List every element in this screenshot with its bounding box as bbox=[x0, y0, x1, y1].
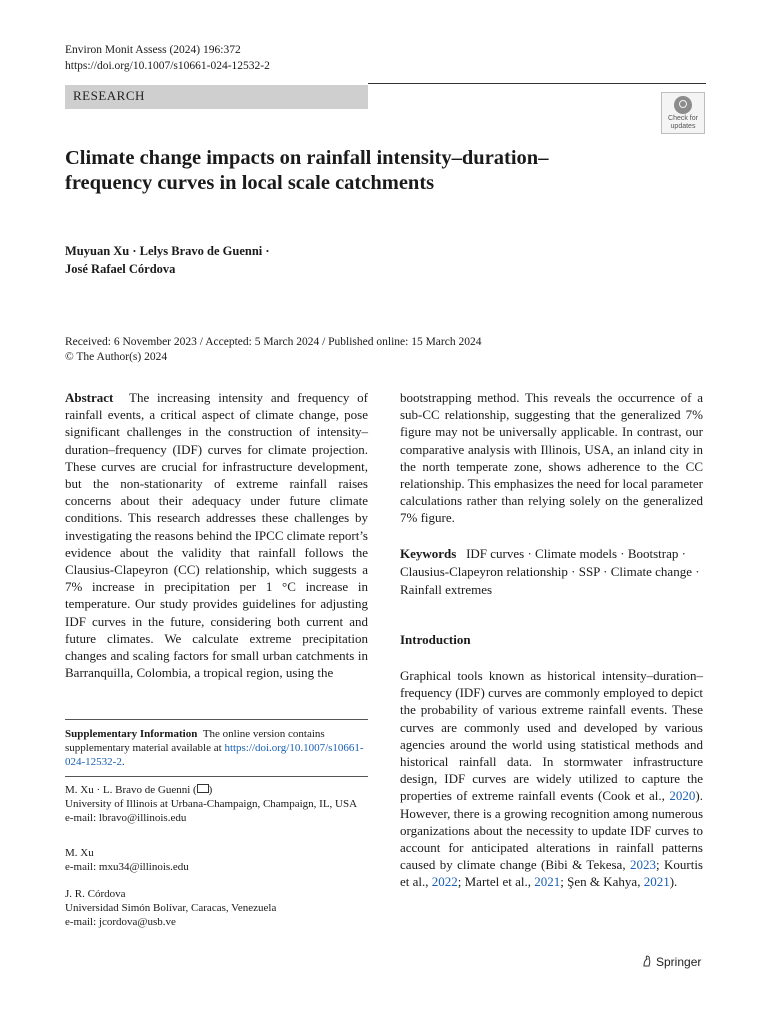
aff3-email[interactable]: e-mail: jcordova@usb.ve bbox=[65, 916, 176, 928]
springer-horse-icon bbox=[642, 955, 652, 967]
header-rule bbox=[368, 83, 706, 84]
supplementary-rule bbox=[65, 719, 368, 720]
supplementary-label: Supplementary Information bbox=[65, 728, 198, 740]
aff3-institution: Universidad Simón Bolívar, Caracas, Venezuela bbox=[65, 902, 277, 914]
journal-meta bbox=[65, 42, 270, 74]
supplementary-info: Supplementary Information The online version contains supplementary material available at https://doi.org/10.1007/s10661-024-12532-2. bbox=[65, 728, 364, 768]
check-updates-icon bbox=[674, 96, 692, 114]
check-for-updates-badge[interactable] bbox=[661, 92, 705, 134]
copyright: © The Author(s) 2024 bbox=[65, 351, 168, 363]
publisher-footer bbox=[642, 955, 701, 969]
aff1-names: M. Xu · L. Bravo de Guenni ( bbox=[65, 784, 197, 796]
publication-dates bbox=[65, 335, 481, 365]
aff2-name: M. Xu bbox=[65, 847, 94, 859]
introduction-paragraph: Graphical tools known as historical intensity–duration–frequency (IDF) curves are commonly employed to depict the probability of various extreme rainfall events. These curves are commonly used and developed by various agencies around the world using statistical methods and historical rainfall data. In stormwater infrastructure design, IDF curves are widely utilized to capture the properties of extreme rainfall events (Cook et al., 2020). However, there is a growing recognition among numerous organizations about the necessity to update IDF curves to account for anticipated alterations in rainfall patterns caused by climate change (Bibi & Tekesa, 2023; Kourtis et al., 2022; Martel et al., 2021; Şen & Kahya, 2021). bbox=[400, 668, 703, 890]
affiliation-1: M. Xu · L. Bravo de Guenni ( ) University of Illinois at Urbana-Champaign, Champaign, IL, USA e-mail: lbravo@illinois.edu bbox=[65, 783, 368, 825]
abstract-left bbox=[65, 389, 368, 681]
aff3-name: J. R. Córdova bbox=[65, 888, 126, 900]
supplementary-link[interactable]: https://doi.org/10.1007/s10661-024-12532-2 bbox=[65, 742, 364, 768]
envelope-icon bbox=[197, 784, 209, 793]
keywords-text: IDF curves · Climate models · Bootstrap · Clausius-Clapeyron relationship · SSP · Climate change · Rainfall extremes bbox=[400, 546, 700, 597]
affiliation-3 bbox=[65, 887, 368, 929]
ref-martel[interactable]: 2021 bbox=[534, 874, 561, 890]
introduction-heading: Introduction bbox=[400, 632, 471, 647]
ref-kourtis[interactable]: 2022 bbox=[431, 874, 458, 890]
section-label: RESEARCH bbox=[73, 88, 145, 103]
abstract-right: bootstrapping method. This reveals the occurrence of a sub-CC relationship, suggesting that the generalized 7% figure may not be universally applicable. In contrast, our comparative analysis with Illinois, USA, an inland city in the north temperate zone, shows adherence to the CC relationship. This emphasizes the need for local parameter calculations rather than relying solely on the generalized 7% figure. bbox=[400, 390, 703, 526]
ref-bibi[interactable]: 2023 bbox=[629, 857, 656, 873]
authors-line-2: José Rafael Córdova bbox=[65, 262, 176, 276]
doi-link[interactable]: https://doi.org/10.1007/s10661-024-12532-2 bbox=[65, 60, 270, 72]
article-title: Climate change impacts on rainfall intensity–duration–frequency curves in local scale catchments bbox=[65, 147, 549, 194]
abstract-text-left: The increasing intensity and frequency of rainfall events, a critical aspect of climate change, pose significant challenges in the construction of intensity–duration–frequency (IDF) curves for climate projection. These curves are crucial for infrastructure development, but the non-stationarity of extreme rainfall raises concerns about their adequacy under future climate conditions. This research addresses these challenges by investigating the reasons behind the IPCC climate report’s evidence about the validity that rainfall follows the Clausius-Clapeyron (CC) relationship, which suggests a 7% increase in precipitation per 1 °C increase in temperature. Our study provides guidelines for adjusting IDF curves in the future, considering both current and future climates. We calculate extreme precipitation changes and scaling factors for small urban catchments in Barranquilla, Colombia, a tropical region, using the bbox=[65, 390, 368, 681]
authors-line-1: Muyuan Xu · Lelys Bravo de Guenni · bbox=[65, 244, 270, 258]
aff2-email[interactable]: e-mail: mxu34@illinois.edu bbox=[65, 861, 189, 873]
keywords bbox=[400, 545, 703, 599]
supplementary-text: The online version contains supplementary material available at bbox=[65, 728, 325, 754]
journal-citation: Environ Monit Assess (2024) 196:372 bbox=[65, 44, 241, 56]
ref-sen[interactable]: 2021 bbox=[643, 874, 670, 890]
section-banner bbox=[65, 85, 368, 109]
author-list bbox=[65, 242, 445, 278]
affiliation-2 bbox=[65, 846, 368, 874]
keywords-label: Keywords bbox=[400, 546, 457, 561]
affiliations-rule bbox=[65, 776, 368, 777]
ref-cook[interactable]: 2020 bbox=[669, 788, 696, 804]
publisher-name: Springer bbox=[656, 955, 702, 969]
history-dates: Received: 6 November 2023 / Accepted: 5 March 2024 / Published online: 15 March 2024 bbox=[65, 336, 482, 348]
aff1-institution: University of Illinois at Urbana-Champaign, Champaign, IL, USA bbox=[65, 798, 358, 810]
check-updates-text: Check for updates bbox=[668, 115, 698, 130]
abstract-label: Abstract bbox=[65, 390, 114, 405]
aff1-email[interactable]: e-mail: lbravo@illinois.edu bbox=[65, 812, 187, 824]
